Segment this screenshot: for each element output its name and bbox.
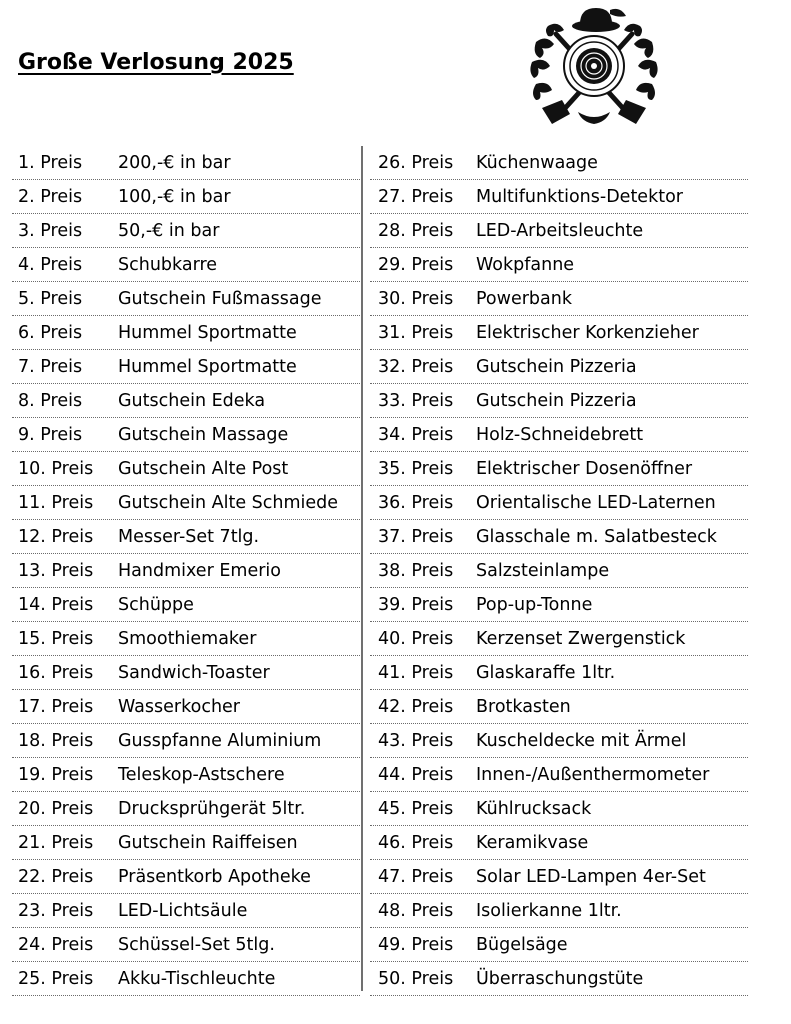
prize-place: 29. Preis: [378, 255, 454, 275]
prize-row: [370, 418, 748, 452]
prize-name: Bügelsäge: [476, 935, 568, 955]
prize-row: [12, 452, 360, 486]
prize-name: Wasserkocher: [118, 697, 240, 717]
prize-name: Handmixer Emerio: [118, 561, 281, 581]
prize-row: [370, 894, 748, 928]
prize-place: 24. Preis: [18, 935, 94, 955]
prize-row: [370, 690, 748, 724]
prize-name: 200,-€ in bar: [118, 153, 231, 173]
prize-name: Kühlrucksack: [476, 799, 592, 819]
prize-name: Glasschale m. Salatbesteck: [476, 527, 717, 547]
prize-place: 47. Preis: [378, 867, 454, 887]
prize-row: [12, 418, 360, 452]
prize-row: [370, 384, 748, 418]
prize-row: [12, 928, 360, 962]
prize-place: 48. Preis: [378, 901, 454, 921]
prize-place: 18. Preis: [18, 731, 94, 751]
prize-place: 5. Preis: [18, 289, 83, 309]
prize-place: 21. Preis: [18, 833, 94, 853]
prize-place: 12. Preis: [18, 527, 94, 547]
prize-name: Elektrischer Dosenöffner: [476, 459, 693, 479]
prize-place: 1. Preis: [18, 153, 83, 173]
prize-name: Isolierkanne 1ltr.: [476, 901, 622, 921]
prize-name: Präsentkorb Apotheke: [118, 867, 311, 887]
prize-row: [370, 928, 748, 962]
prize-row: [370, 758, 748, 792]
prize-name: Drucksprühgerät 5ltr.: [118, 799, 306, 819]
prize-row: [370, 486, 748, 520]
prize-place: 33. Preis: [378, 391, 454, 411]
prize-name: Smoothiemaker: [118, 629, 257, 649]
prize-row: [12, 486, 360, 520]
prize-place: 32. Preis: [378, 357, 454, 377]
prize-name: Solar LED-Lampen 4er-Set: [476, 867, 706, 887]
prize-row: [370, 792, 748, 826]
prize-row: [370, 520, 748, 554]
prize-row: [12, 384, 360, 418]
prize-row: [12, 146, 360, 180]
prize-row: [12, 860, 360, 894]
prize-name: Holz-Schneidebrett: [476, 425, 644, 445]
prize-row: [12, 282, 360, 316]
prize-place: 46. Preis: [378, 833, 454, 853]
prize-row: [370, 554, 748, 588]
prize-row: [370, 282, 748, 316]
prize-name: Kerzenset Zwergenstick: [476, 629, 686, 649]
prize-row: [12, 350, 360, 384]
prize-place: 3. Preis: [18, 221, 83, 241]
prize-row: [12, 248, 360, 282]
prize-row: [12, 792, 360, 826]
prize-name: Sandwich-Toaster: [118, 663, 270, 683]
prize-list-left: [12, 146, 360, 996]
prize-row: [370, 214, 748, 248]
prize-row: [12, 588, 360, 622]
prize-place: 20. Preis: [18, 799, 94, 819]
prize-row: [370, 146, 748, 180]
prize-name: Gusspfanne Aluminium: [118, 731, 322, 751]
prize-row: [12, 758, 360, 792]
prize-place: 31. Preis: [378, 323, 454, 343]
prize-place: 9. Preis: [18, 425, 83, 445]
prize-name: Hummel Sportmatte: [118, 323, 297, 343]
prize-name: Multifunktions-Detektor: [476, 187, 683, 207]
prize-place: 25. Preis: [18, 969, 94, 989]
column-divider: [361, 146, 363, 991]
prize-place: 14. Preis: [18, 595, 94, 615]
prize-place: 44. Preis: [378, 765, 454, 785]
prize-row: [12, 690, 360, 724]
prize-place: 4. Preis: [18, 255, 83, 275]
prize-list-right: [370, 146, 748, 996]
prize-name: Pop-up-Tonne: [476, 595, 593, 615]
prize-place: 2. Preis: [18, 187, 83, 207]
prize-place: 26. Preis: [378, 153, 454, 173]
prize-place: 30. Preis: [378, 289, 454, 309]
page-title: Große Verlosung 2025: [18, 50, 294, 75]
prize-row: [370, 826, 748, 860]
prize-row: [12, 520, 360, 554]
prize-place: 28. Preis: [378, 221, 454, 241]
prize-place: 50. Preis: [378, 969, 454, 989]
prize-place: 38. Preis: [378, 561, 454, 581]
prize-row: [12, 622, 360, 656]
prize-name: Gutschein Massage: [118, 425, 289, 445]
prize-name: Kuscheldecke mit Ärmel: [476, 731, 687, 751]
prize-place: 42. Preis: [378, 697, 454, 717]
prize-row: [12, 656, 360, 690]
prize-place: 34. Preis: [378, 425, 454, 445]
prize-place: 7. Preis: [18, 357, 83, 377]
prize-name: Brotkasten: [476, 697, 571, 717]
prize-name: Akku-Tischleuchte: [118, 969, 276, 989]
prize-place: 36. Preis: [378, 493, 454, 513]
prize-place: 41. Preis: [378, 663, 454, 683]
prize-name: Innen-/Außenthermometer: [476, 765, 710, 785]
prize-place: 22. Preis: [18, 867, 94, 887]
prize-row: [12, 826, 360, 860]
prize-row: [370, 588, 748, 622]
prize-row: [370, 248, 748, 282]
prize-place: 27. Preis: [378, 187, 454, 207]
prize-place: 15. Preis: [18, 629, 94, 649]
prize-row: [370, 350, 748, 384]
prize-name: Schüssel-Set 5tlg.: [118, 935, 275, 955]
prize-name: Messer-Set 7tlg.: [118, 527, 260, 547]
prize-name: Gutschein Pizzeria: [476, 391, 637, 411]
prize-row: [370, 180, 748, 214]
prize-place: 49. Preis: [378, 935, 454, 955]
prize-row: [12, 214, 360, 248]
prize-name: Keramikvase: [476, 833, 589, 853]
prize-row: [12, 554, 360, 588]
prize-row: [12, 724, 360, 758]
prize-name: Wokpfanne: [476, 255, 575, 275]
prize-row: [370, 622, 748, 656]
prize-name: Glaskaraffe 1ltr.: [476, 663, 616, 683]
prize-place: 43. Preis: [378, 731, 454, 751]
prize-place: 13. Preis: [18, 561, 94, 581]
prize-name: Gutschein Pizzeria: [476, 357, 637, 377]
prize-name: 50,-€ in bar: [118, 221, 220, 241]
prize-place: 6. Preis: [18, 323, 83, 343]
prize-name: Orientalische LED-Laternen: [476, 493, 716, 513]
prize-row: [370, 656, 748, 690]
prize-place: 23. Preis: [18, 901, 94, 921]
prize-name: Überraschungstüte: [476, 969, 644, 989]
prize-name: Küchenwaage: [476, 153, 598, 173]
prize-row: [12, 962, 360, 996]
prize-name: Gutschein Fußmassage: [118, 289, 322, 309]
prize-row: [370, 860, 748, 894]
prize-row: [12, 180, 360, 214]
prize-name: Hummel Sportmatte: [118, 357, 297, 377]
prize-name: Salzsteinlampe: [476, 561, 610, 581]
prize-place: 35. Preis: [378, 459, 454, 479]
prize-name: Gutschein Raiffeisen: [118, 833, 298, 853]
prize-name: Gutschein Edeka: [118, 391, 266, 411]
prize-row: [370, 962, 748, 996]
prize-place: 45. Preis: [378, 799, 454, 819]
prize-row: [370, 316, 748, 350]
prize-name: Elektrischer Korkenzieher: [476, 323, 699, 343]
prize-place: 10. Preis: [18, 459, 94, 479]
prize-name: Teleskop-Astschere: [118, 765, 285, 785]
prize-place: 16. Preis: [18, 663, 94, 683]
prize-name: LED-Arbeitsleuchte: [476, 221, 644, 241]
prize-place: 19. Preis: [18, 765, 94, 785]
prize-name: Powerbank: [476, 289, 572, 309]
prize-place: 39. Preis: [378, 595, 454, 615]
prize-name: Schüppe: [118, 595, 194, 615]
prize-name: Gutschein Alte Post: [118, 459, 289, 479]
prize-name: LED-Lichtsäule: [118, 901, 248, 921]
prize-place: 37. Preis: [378, 527, 454, 547]
prize-row: [12, 894, 360, 928]
prize-name: Schubkarre: [118, 255, 218, 275]
shooting-club-emblem-icon: [528, 4, 660, 132]
prize-place: 8. Preis: [18, 391, 83, 411]
prize-row: [12, 316, 360, 350]
prize-place: 40. Preis: [378, 629, 454, 649]
prize-name: 100,-€ in bar: [118, 187, 231, 207]
prize-place: 11. Preis: [18, 493, 94, 513]
prize-place: 17. Preis: [18, 697, 94, 717]
prize-name: Gutschein Alte Schmiede: [118, 493, 339, 513]
prize-row: [370, 452, 748, 486]
prize-row: [370, 724, 748, 758]
